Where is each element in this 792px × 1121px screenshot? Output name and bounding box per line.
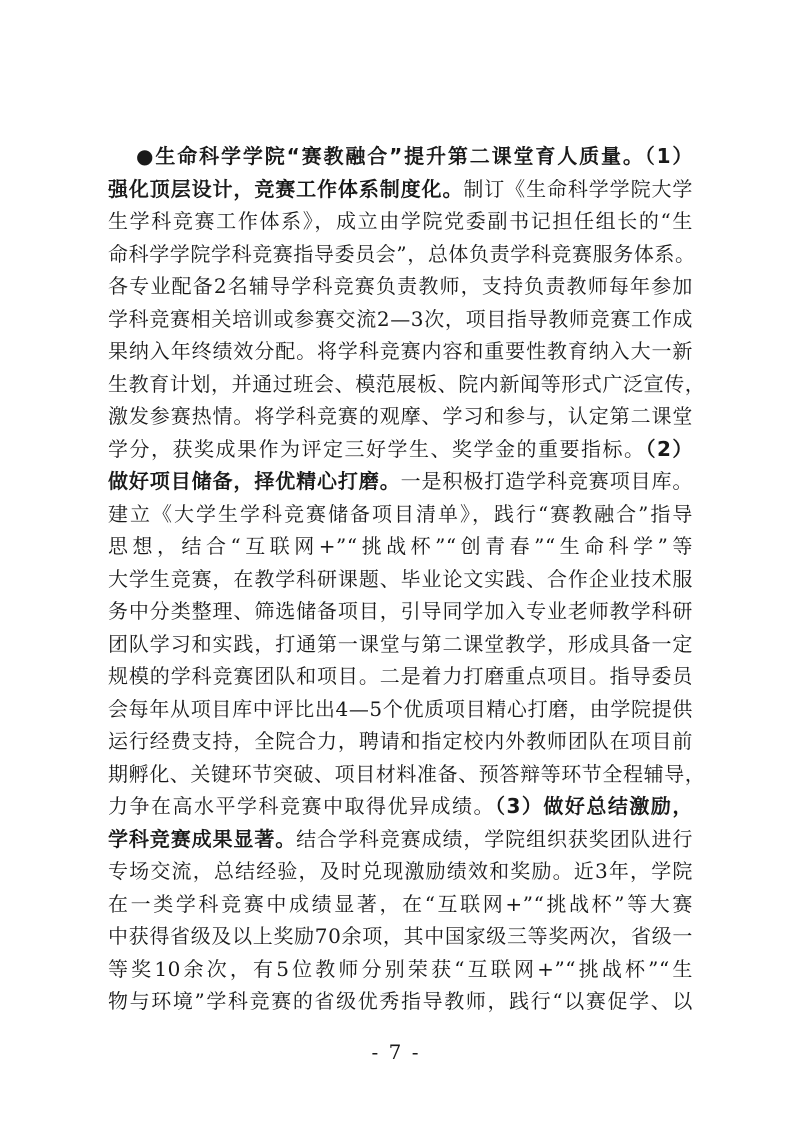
text-line [108, 855, 693, 888]
text-segment: 激发参赛热情。将学科竞赛的观摩、学习和参与，认定第二课堂 [108, 404, 693, 428]
text-segment: 各专业配备2名辅导学科竞赛负责教师，支持负责教师每年参加 [108, 274, 693, 298]
text-segment: 期孵化、关键环节突破、项目材料准备、预答辩等环节全程辅导， [108, 761, 706, 786]
text-line [108, 693, 693, 726]
text-line [108, 433, 693, 466]
text-line [108, 173, 693, 206]
text-line [108, 335, 693, 368]
text-segment: 物与环境”学科竞赛的省级优秀指导教师，践行“以赛促学、以 [108, 989, 693, 1013]
text-segment: 建立《大学生学科竞赛储备项目清单》，践行“赛教融合”指导 [108, 501, 693, 526]
text-line [108, 368, 706, 401]
text-segment: 会每年从项目库中评比出4—5个优质项目精心打磨，由学院提供 [108, 696, 693, 721]
page-number: - 7 - [371, 1040, 421, 1064]
text-line [108, 823, 693, 856]
text-line [108, 498, 693, 531]
bold-text-segment: （3）做好总结激励， [494, 794, 693, 818]
text-segment: 务中分类整理、筛选储备项目，引导同学加入专业老师教学科研 [108, 599, 693, 623]
text-line [108, 140, 693, 173]
text-line [108, 465, 693, 498]
text-line [108, 530, 693, 563]
text-line [108, 790, 693, 823]
text-segment: 在一类学科竞赛中成绩显著，在“互联网+”“挑战杯”等大赛 [108, 891, 693, 916]
text-line [108, 303, 693, 336]
text-segment: 大学生竞赛，在教学科研课题、毕业论文实践、合作企业技术服 [108, 566, 693, 591]
text-line [108, 985, 693, 1018]
text-line [108, 238, 696, 271]
text-segment: 学分，获奖成果作为评定三好学生、奖学金的重要指标。 [108, 436, 646, 461]
text-line [108, 758, 706, 791]
text-line [108, 270, 693, 303]
bold-text-segment: 强化顶层设计，竞赛工作体系制度化。 [108, 176, 464, 201]
text-segment: 等奖10余次，有5位教师分别荣获“互联网+”“挑战杯”“生 [108, 956, 693, 981]
text-line [108, 205, 693, 238]
text-segment: 生教育计划，并通过班会、模范展板、院内新闻等形式广泛宣传， [108, 371, 706, 396]
text-line [108, 725, 693, 758]
text-line [108, 660, 693, 693]
text-segment: 运行经费支持，全院合力，聘请和指定校内外教师团队在项目前 [108, 729, 693, 753]
text-line [108, 628, 693, 661]
text-segment: 规模的学科竞赛团队和项目。二是着力打磨重点项目。指导委员 [108, 664, 693, 688]
text-line [108, 400, 693, 433]
text-segment: 结合学科竞赛成绩，学院组织获奖团队进行 [296, 826, 693, 851]
text-segment: 果纳入年终绩效分配。将学科竞赛内容和重要性教育纳入大一新 [108, 339, 693, 363]
text-segment: 一是积极打造学科竞赛项目库。 [400, 469, 693, 493]
text-segment: 命科学学院学科竞赛指导委员会”，总体负责学科竞赛服务体系。 [108, 241, 696, 266]
text-segment: 中获得省级及以上奖励70余项，其中国家级三等奖两次，省级一 [108, 924, 693, 948]
text-segment: 生学科竞赛工作体系》，成立由学院党委副书记担任组长的“生 [108, 209, 693, 233]
body-text [108, 140, 706, 1018]
text-segment: 团队学习和实践，打通第一课堂与第二课堂教学，形成具备一定 [108, 631, 693, 656]
text-line [108, 595, 693, 628]
text-line [108, 920, 693, 953]
bold-text-segment: ●生命科学学院“赛教融合”提升第二课堂育人质量。（1） [136, 144, 693, 168]
text-line [108, 953, 693, 986]
text-segment: 思想，结合“互联网+”“挑战杯”“创青春”“生命科学”等 [108, 534, 693, 558]
text-segment: 力争在高水平学科竞赛中取得优异成绩。 [108, 794, 495, 818]
text-line [108, 563, 693, 596]
bold-text-segment: 做好项目储备，择优精心打磨。 [108, 469, 401, 493]
text-segment: 学科竞赛相关培训或参赛交流2—3次，项目指导教师竞赛工作成 [108, 306, 693, 331]
text-line [108, 888, 693, 921]
text-segment: 专场交流，总结经验，及时兑现激励绩效和奖励。近3年，学院 [108, 859, 693, 883]
text-segment: 制订《生命科学学院大学 [463, 176, 693, 201]
bold-text-segment: （2） [645, 436, 693, 461]
bold-text-segment: 学科竞赛成果显著。 [108, 826, 297, 851]
